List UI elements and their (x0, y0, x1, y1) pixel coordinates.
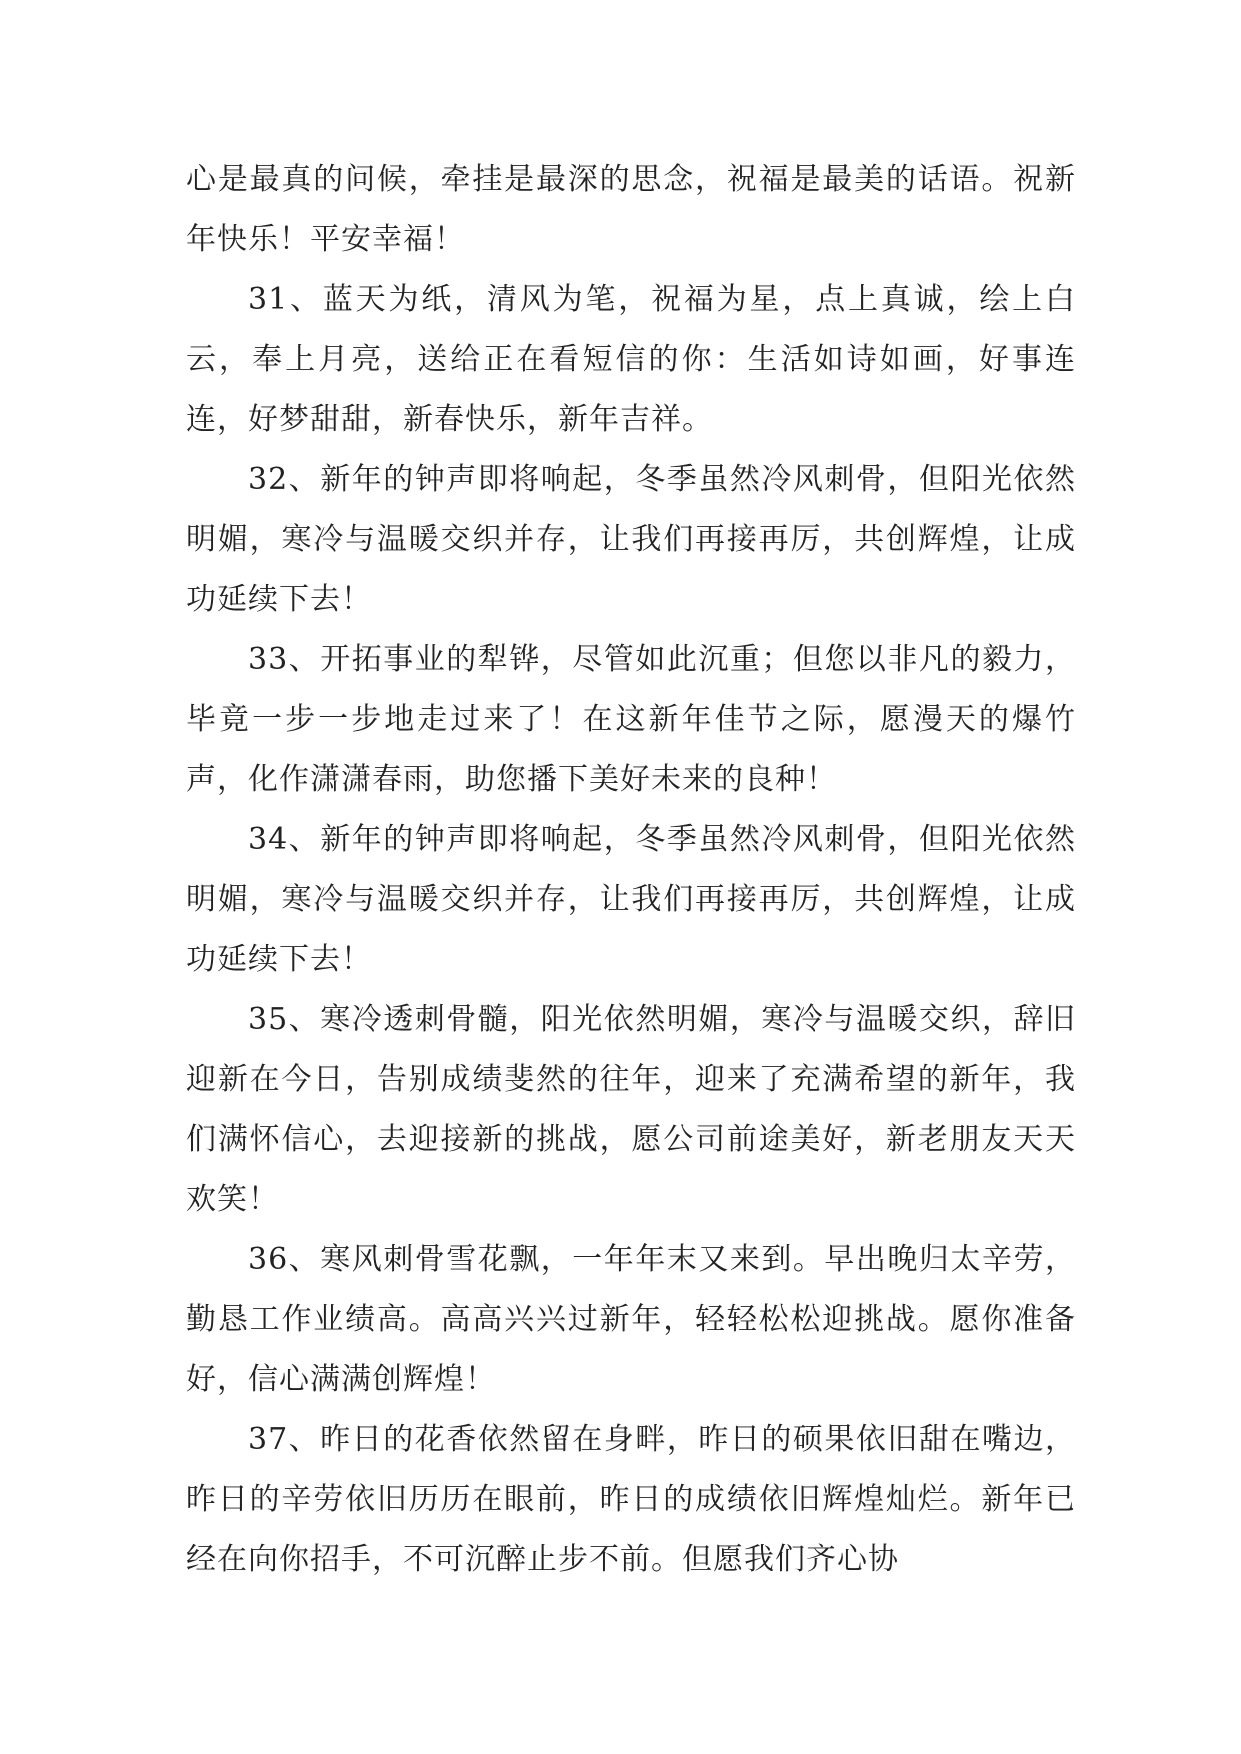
paragraph-33: 33、开拓事业的犁铧，尽管如此沉重；但您以非凡的毅力，毕竟一步一步地走过来了！在这新年佳节之际，愿漫天的爆竹声，化作潇潇春雨，助您播下美好未来的良种！ (186, 642, 1076, 797)
paragraph-34: 34、新年的钟声即将响起，冬季虽然冷风刺骨，但阳光依然明媚，寒冷与温暖交织并存，让我们再接再厉，共创辉煌，让成功延续下去！ (186, 822, 1076, 977)
paragraph-32: 32、新年的钟声即将响起，冬季虽然冷风刺骨，但阳光依然明媚，寒冷与温暖交织并存，让我们再接再厉，共创辉煌，让成功延续下去！ (186, 462, 1076, 617)
document-body (186, 150, 1076, 1590)
paragraph-36: 36、寒风刺骨雪花飘，一年年末又来到。早出晚归太辛劳，勤恳工作业绩高。高高兴兴过新年，轻轻松松迎挑战。愿你准备好，信心满满创辉煌！ (186, 1242, 1076, 1397)
paragraph-intro: 心是最真的问候，牵挂是最深的思念，祝福是最美的话语。祝新年快乐！平安幸福！ (186, 162, 1076, 257)
paragraph-37: 37、昨日的花香依然留在身畔，昨日的硕果依旧甜在嘴边，昨日的辛劳依旧历历在眼前，昨日的成绩依旧辉煌灿烂。新年已经在向你招手，不可沉醉止步不前。但愿我们齐心协 (186, 1422, 1076, 1577)
paragraph-31: 31、蓝天为纸，清风为笔，祝福为星，点上真诚，绘上白云，奉上月亮，送给正在看短信的你：生活如诗如画，好事连连，好梦甜甜，新春快乐，新年吉祥。 (186, 282, 1076, 437)
paragraph-35: 35、寒冷透刺骨髓，阳光依然明媚，寒冷与温暖交织，辞旧迎新在今日，告别成绩斐然的往年，迎来了充满希望的新年，我们满怀信心，去迎接新的挑战，愿公司前途美好，新老朋友天天欢笑！ (186, 1002, 1076, 1217)
